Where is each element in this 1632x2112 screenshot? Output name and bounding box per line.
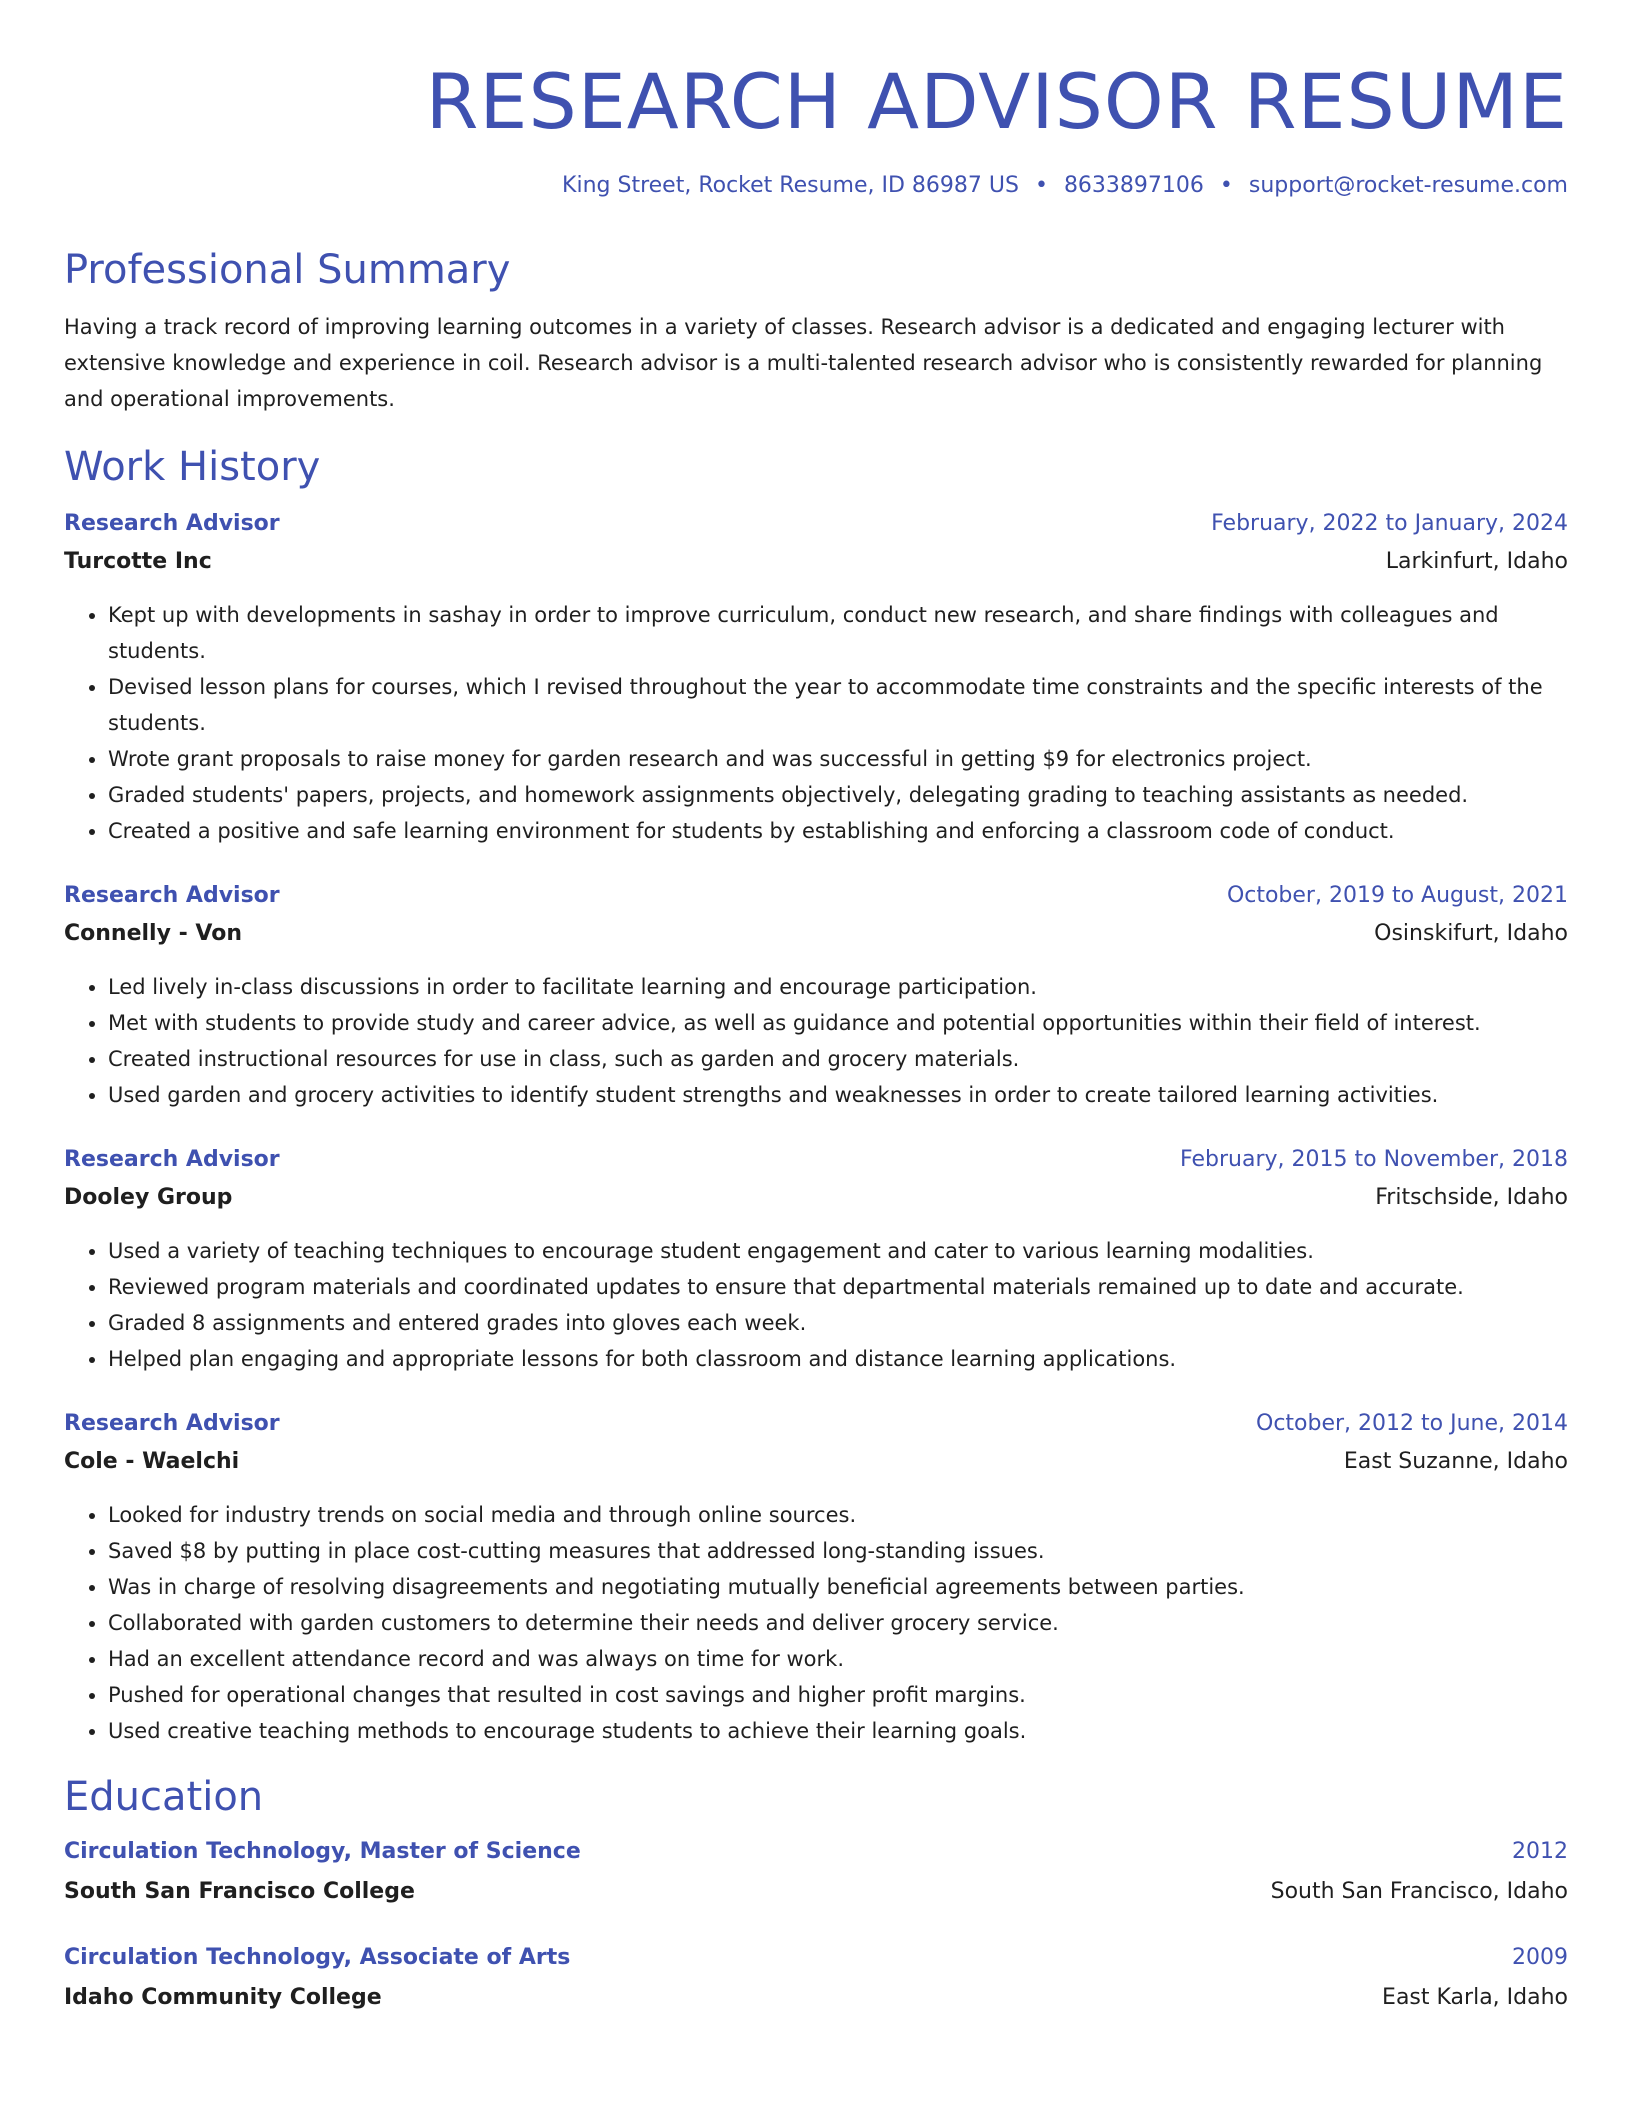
job-company: Turcotte Inc bbox=[64, 549, 212, 574]
job-role: Research Advisor bbox=[64, 511, 280, 536]
education-degree: Circulation Technology, Master of Science bbox=[64, 1839, 581, 1864]
job-bullet: • Kept up with developments in sashay in order to improve curriculum, conduct new research, and share findings with colleagues and students. bbox=[108, 597, 1568, 669]
contact-line bbox=[64, 171, 1568, 201]
job-entry bbox=[64, 507, 1568, 849]
job-bullet: • Reviewed program materials and coordinated updates to ensure that departmental materials remained up to date and accurate. bbox=[108, 1269, 1568, 1305]
education-location: East Karla, Idaho bbox=[1382, 1985, 1568, 2010]
job-bullet: • Was in charge of resolving disagreements and negotiating mutually beneficial agreements between parties. bbox=[108, 1569, 1568, 1605]
education-year: 2009 bbox=[1512, 1945, 1568, 1970]
contact-address: King Street, Rocket Resume, ID 86987 US bbox=[562, 173, 1019, 198]
education-entry bbox=[64, 1835, 1568, 1909]
education-school-row bbox=[64, 1875, 1568, 1909]
work-history-heading: Work History bbox=[64, 444, 321, 490]
job-company: Connelly - Von bbox=[64, 921, 242, 946]
job-location: Larkinfurt, Idaho bbox=[1385, 549, 1568, 574]
job-dates: February, 2015 to November, 2018 bbox=[1180, 1147, 1568, 1172]
resume-title: RESEARCH ADVISOR RESUME bbox=[425, 57, 1568, 146]
job-bullet: • Had an excellent attendance record and was always on time for work. bbox=[108, 1641, 1568, 1677]
job-company-row bbox=[64, 917, 1568, 951]
education-header-row bbox=[64, 1835, 1568, 1869]
job-entry bbox=[64, 1407, 1568, 1749]
job-header-row bbox=[64, 507, 1568, 541]
job-bullet: • Led lively in-class discussions in order to facilitate learning and encourage participation. bbox=[108, 969, 1568, 1005]
job-dates: October, 2012 to June, 2014 bbox=[1256, 1411, 1568, 1436]
education-year: 2012 bbox=[1512, 1839, 1568, 1864]
job-company: Dooley Group bbox=[64, 1185, 233, 1210]
job-bullet: • Created a positive and safe learning environment for students by establishing and enforcing a classroom code of conduct. bbox=[108, 813, 1568, 849]
job-company: Cole - Waelchi bbox=[64, 1449, 240, 1474]
education-degree: Circulation Technology, Associate of Arts bbox=[64, 1945, 571, 1970]
job-bullet: • Created instructional resources for use in class, such as garden and grocery materials. bbox=[108, 1041, 1568, 1077]
education-school-row bbox=[64, 1981, 1568, 2015]
education-school: Idaho Community College bbox=[64, 1985, 382, 2010]
job-bullet: • Graded 8 assignments and entered grades into gloves each week. bbox=[108, 1305, 1568, 1341]
job-bullet: • Collaborated with garden customers to determine their needs and deliver grocery service. bbox=[108, 1605, 1568, 1641]
job-header-row bbox=[64, 879, 1568, 913]
contact-phone[interactable]: 8633897106 bbox=[1063, 173, 1204, 198]
job-bullet: • Used a variety of teaching techniques to encourage student engagement and cater to various learning modalities. bbox=[108, 1233, 1568, 1269]
education-header-row bbox=[64, 1941, 1568, 1975]
summary-heading: Professional Summary bbox=[64, 247, 511, 293]
contact-separator: • bbox=[1034, 173, 1048, 198]
job-dates: October, 2019 to August, 2021 bbox=[1226, 883, 1568, 908]
job-header-row bbox=[64, 1143, 1568, 1177]
job-entry bbox=[64, 1143, 1568, 1377]
education-location: South San Francisco, Idaho bbox=[1270, 1879, 1568, 1904]
job-bullet: • Pushed for operational changes that resulted in cost savings and higher profit margins. bbox=[108, 1677, 1568, 1713]
education-heading: Education bbox=[64, 1774, 264, 1820]
job-location: East Suzanne, Idaho bbox=[1343, 1449, 1568, 1474]
job-bullet: • Used creative teaching methods to encourage students to achieve their learning goals. bbox=[108, 1713, 1568, 1749]
job-bullets bbox=[64, 969, 1568, 1113]
job-role: Research Advisor bbox=[64, 1411, 280, 1436]
job-company-row bbox=[64, 1181, 1568, 1215]
job-bullet: • Helped plan engaging and appropriate lessons for both classroom and distance learning applications. bbox=[108, 1341, 1568, 1377]
contact-email[interactable]: support@rocket-resume.com bbox=[1248, 173, 1568, 198]
job-bullets bbox=[64, 1233, 1568, 1377]
job-bullet: • Wrote grant proposals to raise money for garden research and was successful in getting $9 for electronics project. bbox=[108, 741, 1568, 777]
education-school: South San Francisco College bbox=[64, 1879, 415, 1904]
job-role: Research Advisor bbox=[64, 883, 280, 908]
job-bullet: • Saved $8 by putting in place cost-cutting measures that addressed long-standing issues. bbox=[108, 1533, 1568, 1569]
job-location: Osinskifurt, Idaho bbox=[1374, 921, 1568, 946]
job-bullet: • Devised lesson plans for courses, which I revised throughout the year to accommodate time constraints and the specific interests of the students. bbox=[108, 669, 1568, 741]
education-entry bbox=[64, 1941, 1568, 2015]
summary-text: Having a track record of improving learning outcomes in a variety of classes. Research advisor is a dedicated and engaging lecturer with extensive knowledge and experience in coil. Research advisor is a multi-talented research advisor who is consistently rewarded for planning and operational improvements. bbox=[64, 315, 1543, 411]
job-dates: February, 2022 to January, 2024 bbox=[1211, 511, 1568, 536]
job-bullet: • Looked for industry trends on social media and through online sources. bbox=[108, 1497, 1568, 1533]
job-location: Fritschside, Idaho bbox=[1375, 1185, 1568, 1210]
job-role: Research Advisor bbox=[64, 1147, 280, 1172]
job-header-row bbox=[64, 1407, 1568, 1441]
job-bullet: • Met with students to provide study and career advice, as well as guidance and potential opportunities within their field of interest. bbox=[108, 1005, 1568, 1041]
job-company-row bbox=[64, 545, 1568, 579]
job-bullets bbox=[64, 597, 1568, 849]
job-bullets bbox=[64, 1497, 1568, 1749]
job-bullet: • Used garden and grocery activities to identify student strengths and weaknesses in order to create tailored learning activities. bbox=[108, 1077, 1568, 1113]
job-bullet: • Graded students' papers, projects, and homework assignments objectively, delegating grading to teaching assistants as needed. bbox=[108, 777, 1568, 813]
job-company-row bbox=[64, 1445, 1568, 1479]
contact-separator: • bbox=[1219, 173, 1233, 198]
job-entry bbox=[64, 879, 1568, 1113]
